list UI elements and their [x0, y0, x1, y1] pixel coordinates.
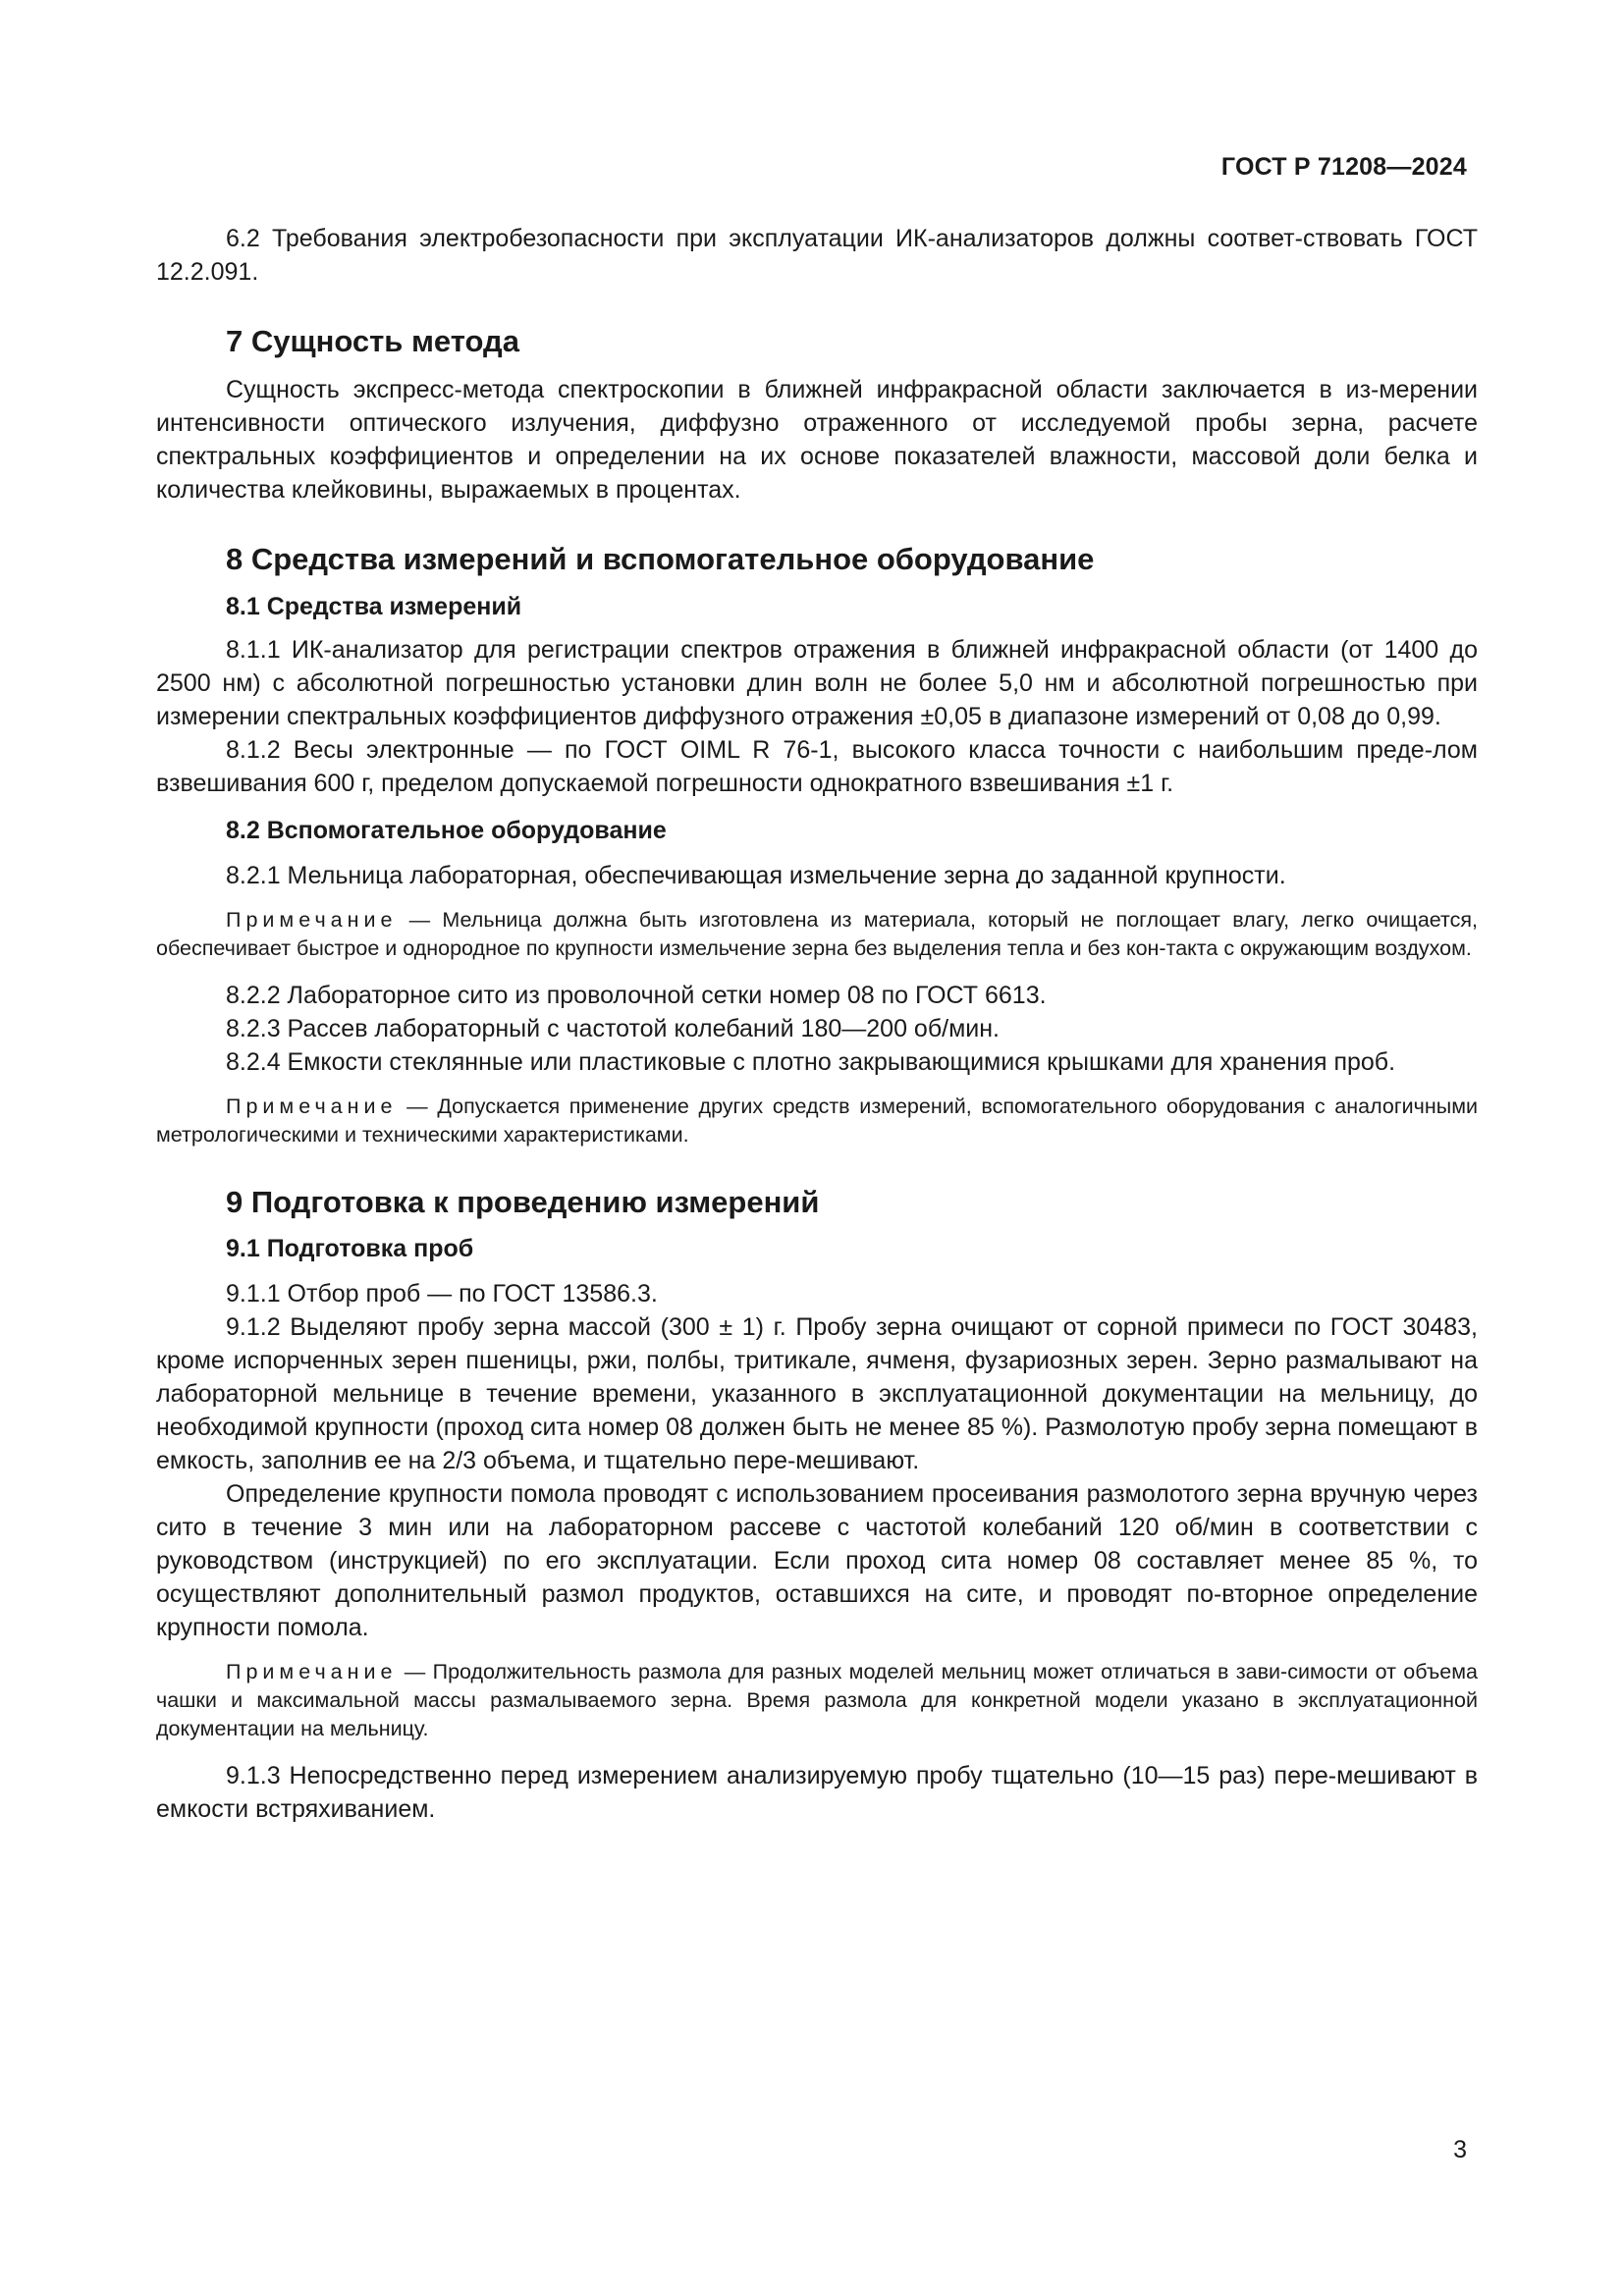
note-label: Примечание — [226, 1095, 398, 1118]
page-number: 3 — [1453, 2136, 1467, 2163]
paragraph-8-1-2: 8.1.2 Весы электронные — по ГОСТ OIML R 76-1, высокого класса точности с наибольшим преде-лом взвешивания 600 г, пределом допускаемой погрешности однократного взвешивания ±1 г. — [156, 736, 1478, 797]
subsection-8-2-title: 8.2 Вспомогательное оборудование — [226, 817, 667, 844]
paragraph-6-2: 6.2 Требования электробезопасности при эксплуатации ИК-анализаторов должны соответ-ствовать ГОСТ 12.2.091. — [156, 225, 1478, 286]
note-1 — [156, 906, 1478, 963]
subsection-9-1-title: 9.1 Подготовка проб — [226, 1235, 474, 1262]
paragraph-9-1-1: 9.1.1 Отбор проб — по ГОСТ 13586.3. — [226, 1280, 658, 1308]
paragraph-grind-fineness: Определение крупности помола проводят с использованием просеивания размолотого зерна вручную через сито в течение 3 мин или на лабораторном рассеве с частотой колебаний 120 об/мин в соответствии с руководством (инструкцией) по его эксплуатации. Если проход сита номер 08 составляет менее 85 %, то осуществляют дополнительный размол продуктов, оставшихся на сите, и проводят по-вторное определение крупности помола. — [156, 1480, 1478, 1641]
section-7-body: Сущность экспресс-метода спектроскопии в ближней инфракрасной области заключается в из-мерении интенсивности оптического излучения, диффузно отраженного от исследуемой пробы зерна, расчете спектральных коэффициентов и определении на их основе показателей влажности, массовой доли белка и количества клейковины, выражаемых в процентах. — [156, 376, 1478, 504]
note-3 — [156, 1658, 1478, 1743]
section-9-title: 9 Подготовка к проведению измерений — [226, 1185, 820, 1219]
paragraph-8-2-3: 8.2.3 Рассев лабораторный с частотой колебаний 180—200 об/мин. — [226, 1015, 1001, 1042]
note-label: Примечание — [226, 1660, 398, 1683]
note-text: — Мельница должна быть изготовлена из материала, который не поглощает влагу, легко очищается, обеспечивает быстрое и однородное по крупности измельчение зерна без выделения тепла и без кон-такта с окружающим воздухом. — [156, 908, 1478, 960]
paragraph-9-1-2: 9.1.2 Выделяют пробу зерна массой (300 ± 1) г. Пробу зерна очищают от сорной примеси по ГОСТ 30483, кроме испорченных зерен пшеницы, ржи, полбы, тритикале, ячменя, фузариозных зерен. Зерно размалывают на лабораторной мельнице в течение времени, указанного в эксплуатационной документации на мельницу, до необходимой крупности (проход сита номер 08 должен быть не менее 85 %). Размолотую пробу зерна помещают в емкость, заполнив ее на 2/3 объема, и тщательно пере-мешивают. — [156, 1313, 1478, 1474]
document-id: ГОСТ Р 71208—2024 — [1220, 153, 1467, 181]
note-text: — Допускается применение других средств измерений, вспомогательного оборудования с аналогичными метрологическими и техническими характеристиками. — [156, 1095, 1478, 1147]
paragraph-8-2-2: 8.2.2 Лабораторное сито из проволочной сетки номер 08 по ГОСТ 6613. — [226, 982, 1047, 1009]
section-7-title: 7 Сущность метода — [226, 324, 519, 358]
section-8-title: 8 Средства измерений и вспомогательное оборудование — [226, 542, 1095, 576]
note-label: Примечание — [226, 908, 398, 932]
document-body — [156, 222, 1478, 1826]
paragraph-8-1-1: 8.1.1 ИК-анализатор для регистрации спектров отражения в ближней инфракрасной области (от 1400 до 2500 нм) с абсолютной погрешностью установки длин волн не более 5,0 нм и абсолютной погрешностью при измерении спектральных коэффициентов диффузного отражения ±0,05 в диапазоне измерений от 0,08 до 0,99. — [156, 636, 1478, 730]
paragraph-8-2-4: 8.2.4 Емкости стеклянные или пластиковые с плотно закрывающимися крышками для хранения проб. — [226, 1048, 1396, 1076]
note-text: — Продолжительность размола для разных моделей мельниц может отличаться в зави-симости от объема чашки и максимальной массы размалываемого зерна. Время размола для конкретной модели указано в эксплуатационной документации на мельницу. — [156, 1660, 1478, 1740]
paragraph-9-1-3: 9.1.3 Непосредственно перед измерением анализируемую пробу тщательно (10—15 раз) пере-мешивают в емкости встряхиванием. — [156, 1762, 1478, 1823]
note-2 — [156, 1093, 1478, 1149]
subsection-8-1-title: 8.1 Средства измерений — [226, 593, 522, 620]
paragraph-8-2-1: 8.2.1 Мельница лабораторная, обеспечивающая измельчение зерна до заданной крупности. — [226, 862, 1286, 889]
